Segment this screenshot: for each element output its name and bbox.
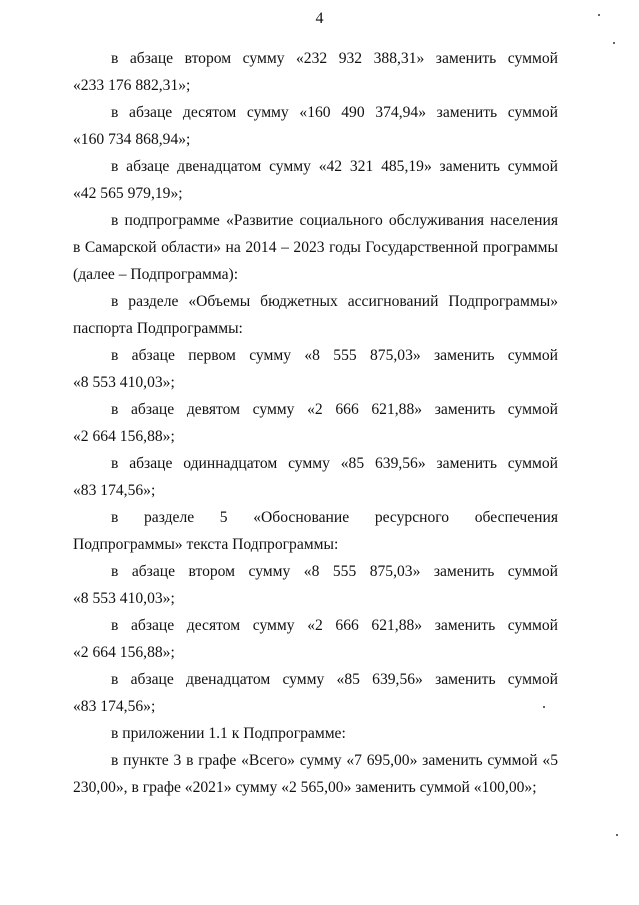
paragraph-line: в абзаце девятом сумму «2 666 621,88» заменить суммой (111, 401, 558, 418)
scan-speck (598, 14, 600, 16)
paragraph-line: в абзаце двенадцатом сумму «42 321 485,19» заменить суммой (111, 158, 558, 175)
paragraph-line: в абзаце десятом сумму «2 666 621,88» заменить суммой (111, 617, 558, 634)
scan-speck (613, 42, 615, 44)
paragraph-line: в абзаце втором сумму «232 932 388,31» заменить суммой (111, 50, 558, 67)
paragraph: в подпрограмме «Развитие социального обслуживания населения в Самарской области» на 2014 – 2023 годы Государственной программы (далее – Подпрограмма): (73, 212, 558, 283)
paragraph-line: в абзаце втором сумму «8 555 875,03» заменить суммой (111, 563, 558, 580)
paragraph: в пункте 3 в графе «Всего» сумму «7 695,00» заменить суммой «5 230,00», в графе «2021» сумму «2 565,00» заменить суммой «100,00»; (73, 752, 558, 796)
paragraph-line: в абзаце двенадцатом сумму «85 639,56» заменить суммой (111, 671, 558, 688)
paragraph-line: в абзаце одиннадцатом сумму «85 639,56» заменить суммой (111, 455, 558, 472)
paragraph-line: «83 174,56»; (73, 698, 156, 715)
paragraph-line: «160 734 868,94»; (73, 131, 191, 148)
paragraph-line: «83 174,56»; (73, 482, 156, 499)
paragraph-line: «42 565 979,19»; (73, 185, 183, 202)
paragraph (73, 612, 558, 666)
paragraph-line: «2 664 156,88»; (73, 644, 175, 661)
paragraph-line: «8 553 410,03»; (73, 374, 175, 391)
scan-speck (543, 706, 545, 708)
paragraph-line: в абзаце десятом сумму «160 490 374,94» заменить суммой (111, 104, 558, 121)
paragraph (73, 45, 558, 99)
document-body (73, 45, 558, 801)
paragraph: в приложении 1.1 к Подпрограмме: (111, 725, 346, 742)
paragraph-line: «233 176 882,31»; (73, 77, 191, 94)
paragraph-line: «8 553 410,03»; (73, 590, 175, 607)
paragraph-line: в абзаце первом сумму «8 555 875,03» заменить суммой (111, 347, 558, 364)
paragraph-line: «2 664 156,88»; (73, 428, 175, 445)
paragraph (73, 153, 558, 207)
paragraph (73, 396, 558, 450)
paragraph (73, 450, 558, 504)
paragraph: в разделе 5 «Обоснование ресурсного обеспечения Подпрограммы» текста Подпрограммы: (73, 509, 558, 553)
page-number: 4 (315, 10, 324, 27)
paragraph (73, 666, 558, 720)
scan-speck (616, 834, 618, 836)
paragraph: в разделе «Объемы бюджетных ассигнований Подпрограммы» паспорта Подпрограммы: (73, 293, 558, 337)
paragraph (73, 342, 558, 396)
paragraph (73, 558, 558, 612)
paragraph (73, 99, 558, 153)
